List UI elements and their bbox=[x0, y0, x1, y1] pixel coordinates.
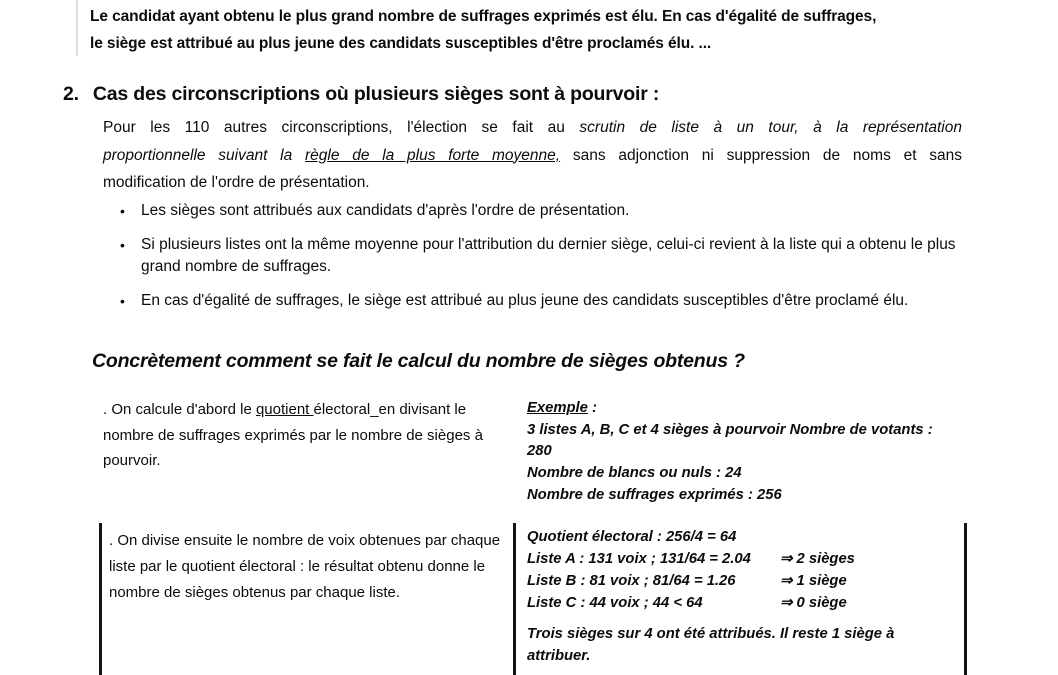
calc-results-block bbox=[527, 526, 961, 667]
bullet-icon: • bbox=[120, 236, 125, 253]
paragraph-underlined-text: règle de la plus forte moyenne, bbox=[305, 146, 561, 164]
step1-text: électoral_en divisant le nombre de suffrages exprimés par le nombre de sièges à pourvoir. bbox=[103, 401, 483, 469]
section-heading bbox=[63, 83, 659, 106]
step1-text: . On calcule d'abord le bbox=[103, 401, 256, 418]
calc-step1-text bbox=[103, 397, 517, 474]
table-border-left bbox=[99, 523, 102, 675]
bullet-text: Si plusieurs listes ont la même moyenne pour l'attribution du dernier siège, celui-ci revient à la liste qui a obtenu le plus grand nombre de suffrages. bbox=[141, 235, 956, 275]
bullet-text: En cas d'égalité de suffrages, le siège est attribué au plus jeune des candidats susceptibles d'être proclamé élu. bbox=[141, 291, 909, 309]
conclusion-text: Trois sièges sur 4 ont été attribués. Il reste 1 siège à attribuer. bbox=[527, 626, 895, 664]
table-border-middle bbox=[513, 523, 516, 675]
bullet-icon: • bbox=[120, 292, 125, 309]
list-calc: Liste B : 81 voix ; 81/64 = 1.26 bbox=[527, 573, 736, 589]
scan-artifact-line bbox=[76, 0, 78, 56]
list-item bbox=[120, 200, 970, 223]
list-calc: Liste A : 131 voix ; 131/64 = 2.04 bbox=[527, 551, 751, 567]
section-number: 2. bbox=[63, 83, 79, 105]
paragraph-text: Pour les 110 autres circonscriptions, l'élection se fait au bbox=[103, 119, 580, 136]
bullet-icon: • bbox=[120, 203, 125, 219]
paragraph-italic-text: scrutin de liste à un tour, à la représentation bbox=[579, 119, 962, 136]
bullet-text: Les sièges sont attribués aux candidats d'après l'ordre de présentation. bbox=[141, 202, 630, 219]
paragraph-text: sans adjonction ni suppression de noms et sans bbox=[560, 146, 962, 164]
section-title: Cas des circonscriptions où plusieurs sièges sont à pourvoir : bbox=[92, 83, 660, 105]
table-border-right bbox=[964, 523, 967, 675]
example-label: Exemple bbox=[527, 400, 588, 416]
intro-paragraph bbox=[90, 3, 918, 57]
list-seats-result: ⇒ 2 sièges bbox=[780, 551, 855, 567]
section-paragraph bbox=[103, 114, 962, 197]
paragraph-line-2 bbox=[103, 142, 962, 170]
list-item bbox=[120, 234, 970, 279]
paragraph-line-1 bbox=[103, 114, 962, 142]
intro-line-2: le siège est attribué au plus jeune des candidats susceptibles d'être proclamés élu. ... bbox=[90, 35, 712, 52]
list-seats-result: ⇒ 0 siège bbox=[780, 595, 847, 611]
list-seats-result: ⇒ 1 siège bbox=[780, 573, 847, 589]
list-result-row bbox=[527, 570, 961, 592]
intro-line-1: Le candidat ayant obtenu le plus grand nombre de suffrages exprimés est élu. En cas d'égalité de suffrages, bbox=[90, 8, 877, 25]
question-heading: Concrètement comment se fait le calcul du nombre de sièges obtenus ? bbox=[92, 350, 745, 372]
paragraph-line-3: modification de l'ordre de présentation. bbox=[103, 174, 370, 191]
list-result-row bbox=[527, 592, 961, 614]
step1-underlined-text: quotient bbox=[255, 401, 314, 418]
paragraph-italic-text: proportionnelle suivant la bbox=[103, 146, 305, 164]
bullet-list bbox=[120, 200, 970, 323]
example-line: Nombre de suffrages exprimés : 256 bbox=[527, 486, 782, 503]
list-result-row bbox=[527, 548, 961, 570]
list-item bbox=[120, 290, 970, 313]
example-line: 280 bbox=[527, 443, 552, 460]
quotient-line: Quotient électoral : 256/4 = 64 bbox=[527, 529, 737, 545]
list-calc: Liste C : 44 voix ; 44 < 64 bbox=[527, 595, 703, 611]
example-line: 3 listes A, B, C et 4 sièges à pourvoir Nombre de votants : bbox=[527, 421, 933, 438]
example-line: Nombre de blancs ou nuls : 24 bbox=[527, 465, 742, 482]
example-colon: : bbox=[587, 400, 597, 416]
example-block bbox=[527, 398, 967, 507]
example-label-line bbox=[527, 398, 967, 420]
calc-step2-text: . On divise ensuite le nombre de voix obtenues par chaque liste par le quotient électoral : le résultat obtenu donne le nombre de sièges obtenus par chaque liste. bbox=[109, 532, 501, 601]
